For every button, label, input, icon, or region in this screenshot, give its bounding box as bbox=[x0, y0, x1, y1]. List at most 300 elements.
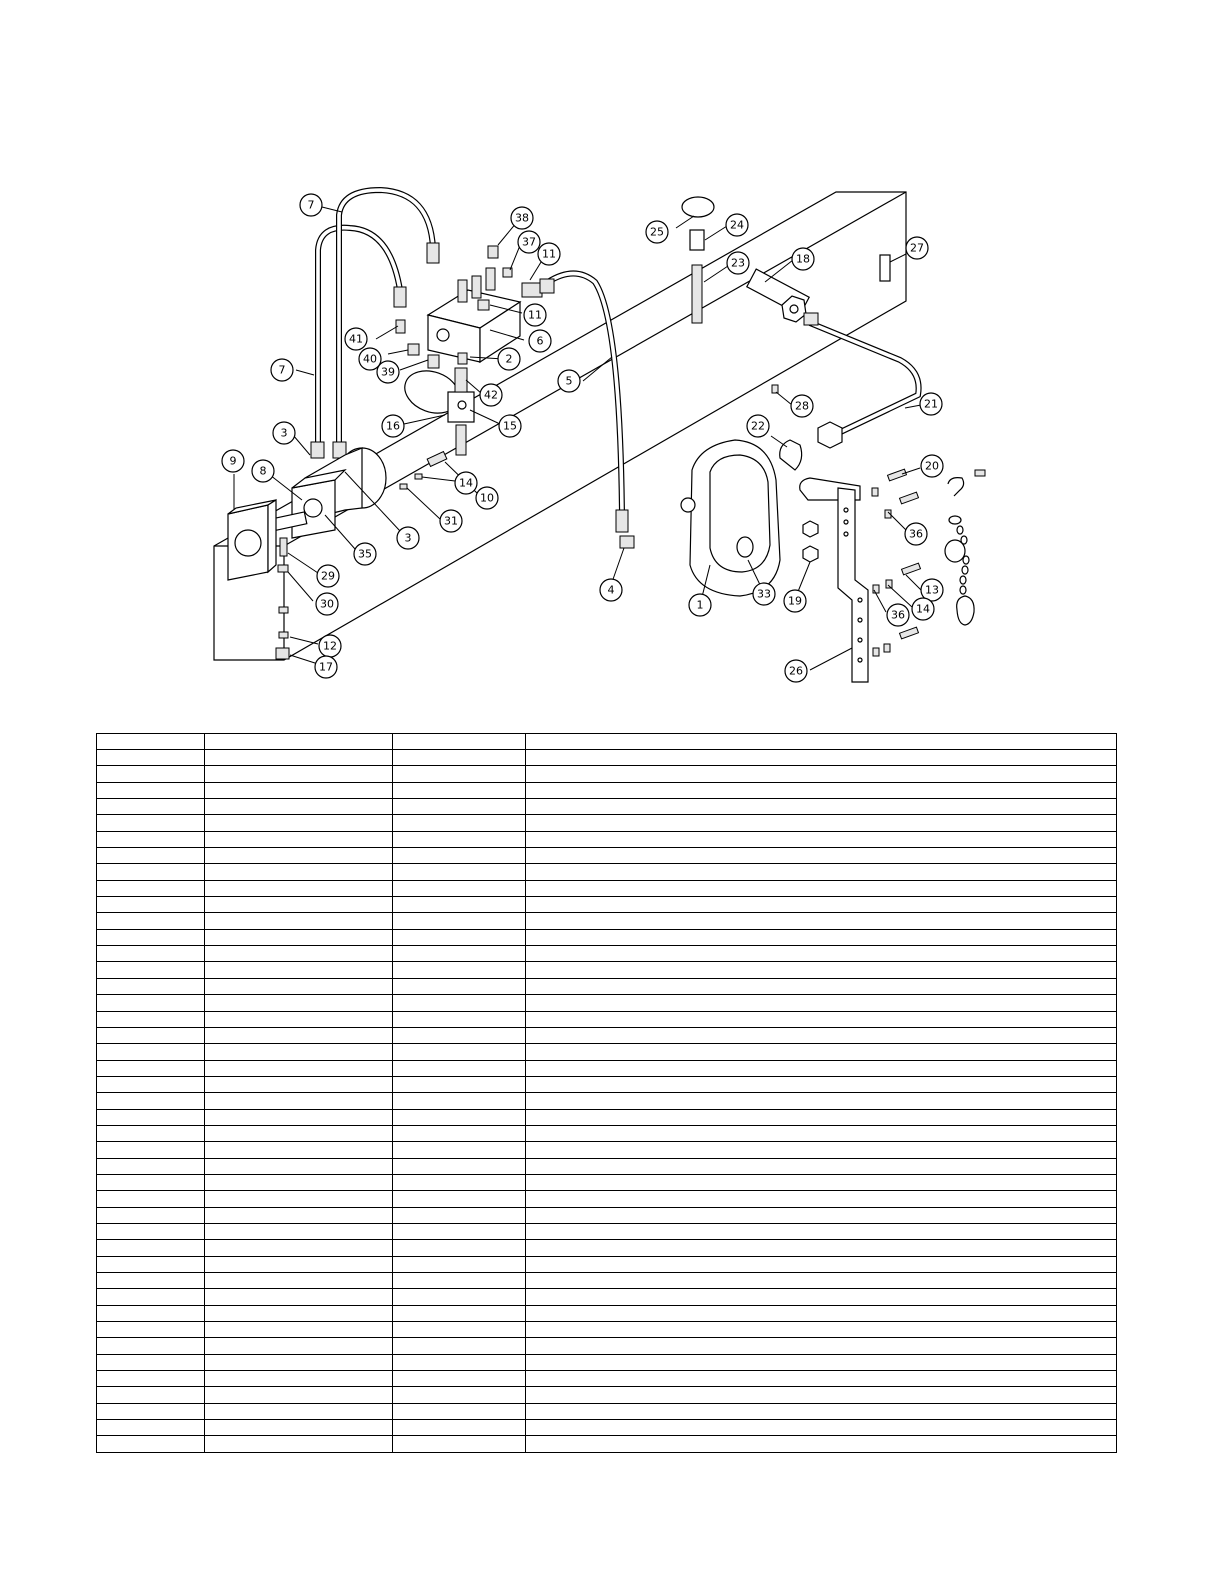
hose-fitting-icon bbox=[394, 287, 406, 307]
table-cell bbox=[205, 1142, 393, 1158]
valve-fitting-icon bbox=[472, 276, 481, 298]
callout-31 bbox=[440, 510, 462, 532]
callout-4 bbox=[600, 579, 622, 601]
callout-22 bbox=[747, 415, 769, 437]
table-cell bbox=[205, 1273, 393, 1289]
svg-text:7: 7 bbox=[307, 198, 315, 212]
table-cell bbox=[526, 1174, 1117, 1190]
table-cell bbox=[526, 1256, 1117, 1272]
svg-text:40: 40 bbox=[363, 352, 377, 366]
callout-40 bbox=[359, 348, 381, 370]
table-row bbox=[97, 929, 1117, 945]
table-row bbox=[97, 978, 1117, 994]
table-cell bbox=[393, 913, 526, 929]
table-cell bbox=[393, 1256, 526, 1272]
table-cell bbox=[205, 946, 393, 962]
callout-15 bbox=[499, 415, 521, 437]
cap-icon bbox=[488, 246, 498, 258]
table-cell bbox=[97, 1207, 205, 1223]
svg-text:11: 11 bbox=[542, 247, 556, 261]
table-row bbox=[97, 750, 1117, 766]
table-cell bbox=[526, 1093, 1117, 1109]
svg-text:21: 21 bbox=[924, 397, 938, 411]
table-cell bbox=[205, 1371, 393, 1387]
table-row bbox=[97, 1387, 1117, 1403]
svg-text:9: 9 bbox=[229, 454, 237, 468]
table-cell bbox=[97, 1142, 205, 1158]
sight-gauge-icon bbox=[880, 255, 890, 281]
table-cell bbox=[393, 1371, 526, 1387]
table-cell bbox=[393, 1142, 526, 1158]
table-cell bbox=[526, 831, 1117, 847]
hex-fitting-icon bbox=[818, 422, 842, 448]
table-cell bbox=[205, 1158, 393, 1174]
table-cell bbox=[526, 782, 1117, 798]
pin-icon bbox=[415, 474, 422, 479]
table-cell bbox=[97, 1371, 205, 1387]
hose-fitting-icon bbox=[427, 243, 439, 263]
svg-text:41: 41 bbox=[349, 332, 363, 346]
table-cell bbox=[393, 1060, 526, 1076]
table-cell bbox=[97, 1322, 205, 1338]
svg-text:27: 27 bbox=[910, 241, 924, 255]
table-cell bbox=[205, 1223, 393, 1239]
table-cell bbox=[97, 1109, 205, 1125]
svg-text:12: 12 bbox=[323, 639, 337, 653]
callout-30 bbox=[316, 593, 338, 615]
handle-bracket bbox=[800, 478, 868, 682]
callout-19 bbox=[784, 590, 806, 612]
valve-fitting-icon bbox=[522, 283, 542, 297]
valve-fitting-icon bbox=[478, 300, 489, 310]
table-cell bbox=[393, 880, 526, 896]
callout-28 bbox=[791, 395, 813, 417]
table-cell bbox=[97, 750, 205, 766]
callout-20 bbox=[921, 455, 943, 477]
table-cell bbox=[526, 848, 1117, 864]
table-row bbox=[97, 1044, 1117, 1060]
table-row bbox=[97, 880, 1117, 896]
table-cell bbox=[526, 1191, 1117, 1207]
table-cell bbox=[526, 1240, 1117, 1256]
table-cell bbox=[393, 815, 526, 831]
table-row bbox=[97, 1191, 1117, 1207]
table-cell bbox=[526, 1207, 1117, 1223]
table-cell bbox=[526, 799, 1117, 815]
table-cell bbox=[205, 1322, 393, 1338]
filler-cap-icon bbox=[682, 197, 714, 217]
table-cell bbox=[526, 1338, 1117, 1354]
table-cell bbox=[205, 1011, 393, 1027]
callout-27 bbox=[906, 237, 928, 259]
callout-5 bbox=[558, 370, 580, 392]
svg-text:39: 39 bbox=[381, 365, 395, 379]
table-cell bbox=[526, 1158, 1117, 1174]
table-cell bbox=[97, 864, 205, 880]
table-cell bbox=[205, 750, 393, 766]
callout-21 bbox=[920, 393, 942, 415]
svg-text:25: 25 bbox=[650, 225, 664, 239]
callout-23 bbox=[727, 252, 749, 274]
table-cell bbox=[97, 978, 205, 994]
table-cell bbox=[97, 1305, 205, 1321]
svg-text:15: 15 bbox=[503, 419, 517, 433]
nut-icon bbox=[803, 546, 818, 562]
table-row bbox=[97, 1109, 1117, 1125]
table-cell bbox=[526, 1371, 1117, 1387]
table-row bbox=[97, 766, 1117, 782]
table-cell bbox=[205, 1338, 393, 1354]
table-cell bbox=[205, 1060, 393, 1076]
callout-37 bbox=[518, 231, 540, 253]
svg-text:42: 42 bbox=[484, 388, 498, 402]
svg-text:19: 19 bbox=[788, 594, 802, 608]
table-cell bbox=[97, 946, 205, 962]
table-cell bbox=[526, 978, 1117, 994]
table-cell bbox=[526, 1125, 1117, 1141]
table-cell bbox=[205, 848, 393, 864]
table-row bbox=[97, 1240, 1117, 1256]
table-cell bbox=[205, 1109, 393, 1125]
table-cell bbox=[205, 995, 393, 1011]
table-cell bbox=[205, 1305, 393, 1321]
table-cell bbox=[526, 995, 1117, 1011]
svg-text:4: 4 bbox=[607, 583, 615, 597]
svg-text:11: 11 bbox=[528, 308, 542, 322]
table-cell bbox=[393, 1387, 526, 1403]
table-cell bbox=[526, 766, 1117, 782]
tank-cover bbox=[681, 440, 780, 596]
washer-icon bbox=[873, 648, 879, 656]
valve-fitting-icon bbox=[540, 279, 554, 293]
bolt-icon bbox=[902, 563, 921, 575]
table-cell bbox=[205, 1240, 393, 1256]
callout-16 bbox=[382, 415, 404, 437]
callout-35 bbox=[354, 543, 376, 565]
table-cell bbox=[393, 1338, 526, 1354]
table-cell bbox=[205, 1387, 393, 1403]
svg-text:31: 31 bbox=[444, 514, 458, 528]
table-cell bbox=[526, 946, 1117, 962]
table-cell bbox=[97, 1436, 205, 1453]
column-header bbox=[393, 734, 526, 750]
table-cell bbox=[97, 848, 205, 864]
table-cell bbox=[205, 864, 393, 880]
svg-text:29: 29 bbox=[321, 569, 335, 583]
table-cell bbox=[526, 815, 1117, 831]
table-row bbox=[97, 1125, 1117, 1141]
table-cell bbox=[526, 1109, 1117, 1125]
table-cell bbox=[205, 913, 393, 929]
table-cell bbox=[97, 1060, 205, 1076]
table-cell bbox=[97, 1223, 205, 1239]
svg-text:13: 13 bbox=[925, 583, 939, 597]
table-cell bbox=[393, 995, 526, 1011]
svg-text:2: 2 bbox=[505, 352, 513, 366]
table-cell bbox=[205, 1256, 393, 1272]
table-row bbox=[97, 1289, 1117, 1305]
table-cell bbox=[393, 1125, 526, 1141]
callout-6 bbox=[529, 330, 551, 352]
svg-text:3: 3 bbox=[404, 531, 412, 545]
svg-text:38: 38 bbox=[515, 211, 529, 225]
table-cell bbox=[526, 897, 1117, 913]
table-row bbox=[97, 1338, 1117, 1354]
table-cell bbox=[97, 799, 205, 815]
table-cell bbox=[526, 962, 1117, 978]
fitting-icon bbox=[428, 355, 439, 368]
washer-icon bbox=[873, 585, 879, 593]
table-cell bbox=[97, 1093, 205, 1109]
table-cell bbox=[393, 1027, 526, 1043]
callout-38 bbox=[511, 207, 533, 229]
table-row bbox=[97, 1174, 1117, 1190]
hose-fitting-icon bbox=[311, 442, 324, 458]
table-row bbox=[97, 962, 1117, 978]
svg-text:33: 33 bbox=[757, 587, 771, 601]
table-cell bbox=[393, 1289, 526, 1305]
svg-text:5: 5 bbox=[565, 374, 573, 388]
table-row bbox=[97, 815, 1117, 831]
svg-text:35: 35 bbox=[358, 547, 372, 561]
svg-text:14: 14 bbox=[916, 602, 930, 616]
washer-icon bbox=[279, 632, 288, 638]
fitting-icon bbox=[458, 353, 467, 364]
svg-text:14: 14 bbox=[459, 476, 473, 490]
svg-text:7: 7 bbox=[278, 363, 286, 377]
table-cell bbox=[393, 1191, 526, 1207]
plug-icon bbox=[772, 385, 778, 393]
table-row bbox=[97, 1076, 1117, 1092]
callout-36 bbox=[887, 604, 909, 626]
callout-7 bbox=[300, 194, 322, 216]
table-row bbox=[97, 1093, 1117, 1109]
table-cell bbox=[97, 1044, 205, 1060]
table-cell bbox=[526, 929, 1117, 945]
table-row bbox=[97, 1142, 1117, 1158]
callout-41 bbox=[345, 328, 367, 350]
bolt-icon bbox=[900, 492, 919, 504]
table-cell bbox=[393, 962, 526, 978]
table-cell bbox=[205, 1420, 393, 1436]
valve-fitting-icon bbox=[486, 268, 495, 290]
svg-text:30: 30 bbox=[320, 597, 334, 611]
table-cell bbox=[393, 1403, 526, 1419]
svg-text:36: 36 bbox=[891, 608, 905, 622]
table-cell bbox=[205, 929, 393, 945]
table-cell bbox=[393, 978, 526, 994]
table-cell bbox=[526, 913, 1117, 929]
table-cell bbox=[393, 1158, 526, 1174]
table-cell bbox=[97, 1420, 205, 1436]
table-cell bbox=[526, 1076, 1117, 1092]
table-cell bbox=[97, 1076, 205, 1092]
table-cell bbox=[526, 1403, 1117, 1419]
table-cell bbox=[97, 1387, 205, 1403]
table-cell bbox=[526, 1305, 1117, 1321]
table-cell bbox=[393, 864, 526, 880]
table-row bbox=[97, 1371, 1117, 1387]
fitting-icon bbox=[408, 344, 419, 355]
callout-7 bbox=[271, 359, 293, 381]
table-cell bbox=[97, 1125, 205, 1141]
valve-fitting-icon bbox=[458, 280, 467, 302]
table-cell bbox=[205, 1044, 393, 1060]
table-cell bbox=[205, 766, 393, 782]
svg-text:8: 8 bbox=[259, 464, 267, 478]
table-cell bbox=[205, 1207, 393, 1223]
filler-nipple-icon bbox=[692, 265, 702, 323]
table-cell bbox=[526, 1420, 1117, 1436]
table-row bbox=[97, 1158, 1117, 1174]
exploded-parts-diagram bbox=[0, 0, 1224, 720]
table-cell bbox=[526, 1436, 1117, 1453]
table-cell bbox=[526, 1060, 1117, 1076]
table-cell bbox=[97, 897, 205, 913]
callout-42 bbox=[480, 384, 502, 406]
table-cell bbox=[526, 1289, 1117, 1305]
table-cell bbox=[526, 1387, 1117, 1403]
washer-icon bbox=[279, 607, 288, 613]
table-cell bbox=[393, 750, 526, 766]
table-cell bbox=[526, 1142, 1117, 1158]
svg-text:24: 24 bbox=[730, 218, 744, 232]
table-row bbox=[97, 1354, 1117, 1370]
table-row bbox=[97, 995, 1117, 1011]
svg-text:26: 26 bbox=[789, 664, 803, 678]
table-cell bbox=[205, 1027, 393, 1043]
callout-18 bbox=[792, 248, 814, 270]
table-row bbox=[97, 1060, 1117, 1076]
table-cell bbox=[393, 1273, 526, 1289]
table-cell bbox=[205, 831, 393, 847]
table-cell bbox=[97, 831, 205, 847]
table-row bbox=[97, 1436, 1117, 1453]
svg-text:37: 37 bbox=[522, 235, 536, 249]
callout-33 bbox=[753, 583, 775, 605]
table-cell bbox=[205, 815, 393, 831]
table-row bbox=[97, 1207, 1117, 1223]
svg-text:18: 18 bbox=[796, 252, 810, 266]
callout-24 bbox=[726, 214, 748, 236]
callout-9 bbox=[222, 450, 244, 472]
table-cell bbox=[526, 1273, 1117, 1289]
table-cell bbox=[393, 1322, 526, 1338]
mount-bracket bbox=[228, 500, 276, 580]
table-cell bbox=[97, 1191, 205, 1207]
table-cell bbox=[97, 929, 205, 945]
table-row bbox=[97, 1256, 1117, 1272]
table-row bbox=[97, 848, 1117, 864]
callout-3 bbox=[273, 422, 295, 444]
table-cell bbox=[97, 1174, 205, 1190]
table-cell bbox=[393, 1011, 526, 1027]
nut-icon bbox=[276, 648, 289, 659]
table-cell bbox=[205, 897, 393, 913]
table-cell bbox=[205, 962, 393, 978]
svg-text:28: 28 bbox=[795, 399, 809, 413]
table-cell bbox=[393, 946, 526, 962]
table-cell bbox=[205, 1076, 393, 1092]
washer-icon bbox=[886, 580, 892, 588]
table-cell bbox=[393, 1420, 526, 1436]
table-cell bbox=[526, 1322, 1117, 1338]
table-cell bbox=[205, 1125, 393, 1141]
callout-12 bbox=[319, 635, 341, 657]
filler-coupling-icon bbox=[690, 230, 704, 250]
svg-text:17: 17 bbox=[319, 660, 333, 674]
table-cell bbox=[205, 1093, 393, 1109]
bolt-icon bbox=[888, 469, 907, 481]
table-row bbox=[97, 946, 1117, 962]
table-cell bbox=[393, 1093, 526, 1109]
table-cell bbox=[205, 1403, 393, 1419]
fitting-icon bbox=[804, 313, 818, 325]
table-cell bbox=[526, 1027, 1117, 1043]
callout-36 bbox=[905, 523, 927, 545]
table-cell bbox=[97, 815, 205, 831]
svg-text:22: 22 bbox=[751, 419, 765, 433]
column-header bbox=[526, 734, 1117, 750]
callout-25 bbox=[646, 221, 668, 243]
table-cell bbox=[205, 1289, 393, 1305]
pin-icon bbox=[400, 484, 407, 489]
nut-icon bbox=[803, 521, 818, 537]
table-cell bbox=[526, 1044, 1117, 1060]
table-row bbox=[97, 1011, 1117, 1027]
table-cell bbox=[526, 864, 1117, 880]
table-cell bbox=[393, 766, 526, 782]
table-cell bbox=[97, 1273, 205, 1289]
table-row bbox=[97, 897, 1117, 913]
table-cell bbox=[393, 1305, 526, 1321]
table-cell bbox=[97, 1158, 205, 1174]
washer-icon bbox=[872, 488, 878, 496]
table-cell bbox=[205, 799, 393, 815]
table-cell bbox=[205, 782, 393, 798]
callout-2 bbox=[498, 348, 520, 370]
table-cell bbox=[97, 1256, 205, 1272]
callout-11 bbox=[524, 304, 546, 326]
table-row bbox=[97, 864, 1117, 880]
bolt-icon bbox=[280, 538, 287, 556]
svg-text:10: 10 bbox=[480, 491, 494, 505]
table-cell bbox=[393, 1354, 526, 1370]
table-header-row bbox=[97, 734, 1117, 750]
table-cell bbox=[393, 1207, 526, 1223]
callout-1 bbox=[689, 594, 711, 616]
table-cell bbox=[97, 1338, 205, 1354]
bolt-icon bbox=[900, 627, 919, 639]
table-cell bbox=[393, 897, 526, 913]
table-row bbox=[97, 831, 1117, 847]
chain-assembly bbox=[945, 470, 985, 625]
table-row bbox=[97, 1305, 1117, 1321]
table-cell bbox=[393, 1223, 526, 1239]
table-cell bbox=[97, 913, 205, 929]
table-row bbox=[97, 1322, 1117, 1338]
table-cell bbox=[205, 1174, 393, 1190]
table-cell bbox=[97, 1027, 205, 1043]
table-cell bbox=[97, 880, 205, 896]
column-header bbox=[97, 734, 205, 750]
table-cell bbox=[393, 782, 526, 798]
svg-text:1: 1 bbox=[696, 598, 704, 612]
table-cell bbox=[393, 1076, 526, 1092]
table-cell bbox=[393, 799, 526, 815]
column-header bbox=[205, 734, 393, 750]
table-row bbox=[97, 1223, 1117, 1239]
